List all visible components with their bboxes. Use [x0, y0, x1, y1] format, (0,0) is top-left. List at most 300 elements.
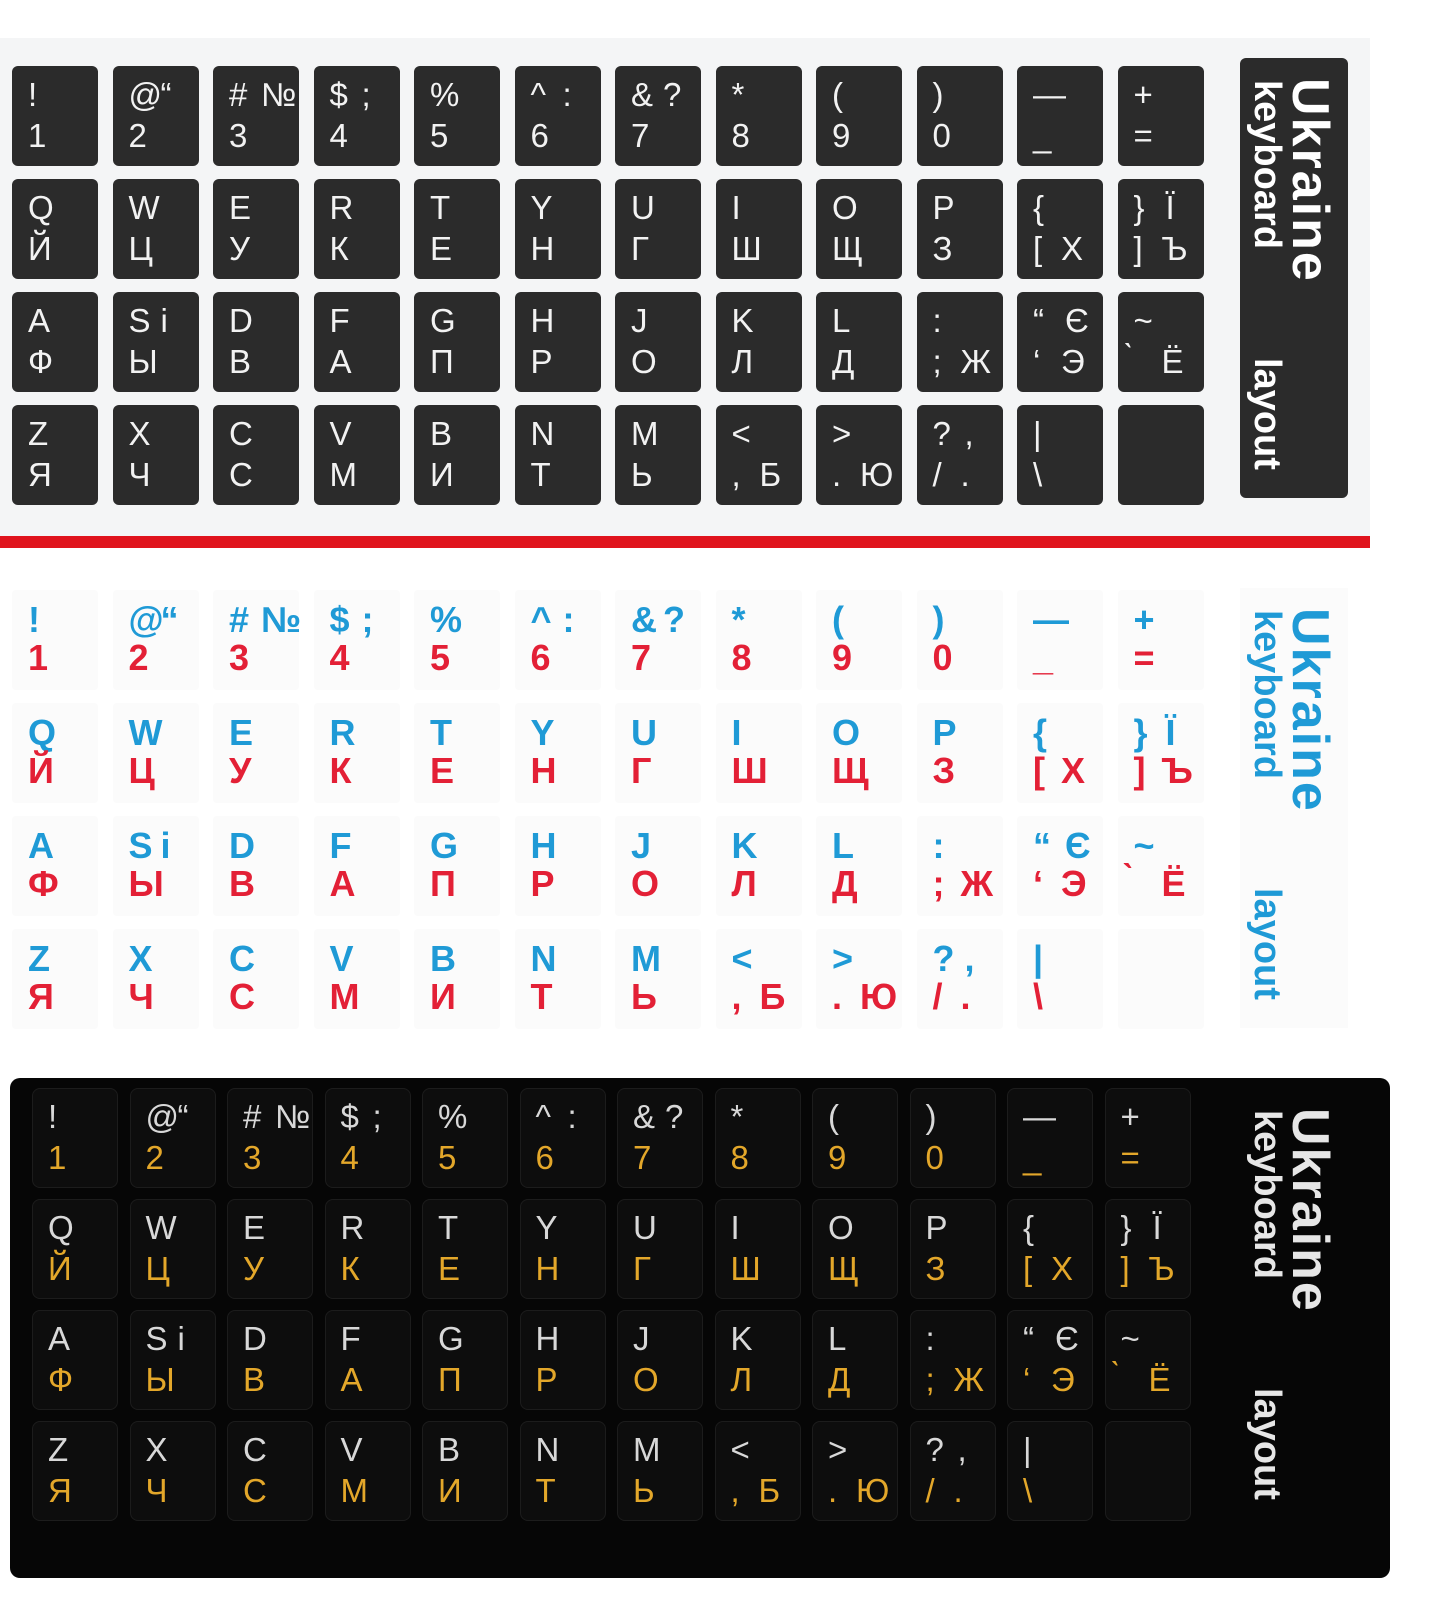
- key-legend-latin: !: [28, 599, 40, 640]
- key-legend-cyrillic: 5: [430, 637, 451, 678]
- key-sticker: [615, 179, 701, 279]
- key-legend-cyrillic: _: [1033, 117, 1052, 154]
- key-sticker: [325, 1421, 411, 1521]
- key-sticker: [314, 929, 400, 1029]
- key-legend-cyrillic: .: [832, 456, 842, 493]
- key-legend-latin: C: [229, 938, 255, 979]
- key-legend-cyrillic: Й: [28, 230, 52, 267]
- key-sticker: [1017, 292, 1103, 392]
- key-sticker: [515, 590, 601, 690]
- key-legend-cyrillic: 3: [243, 1139, 262, 1176]
- key-legend-latin: F: [340, 1320, 361, 1357]
- key-sticker: [32, 1088, 118, 1188]
- key-legend-latin: W: [128, 712, 163, 753]
- key-legend-cyrillic: ‘: [1033, 863, 1044, 904]
- label-subtitle-keyboard: keyboard: [1246, 1110, 1288, 1279]
- key-legend-latin: !: [28, 76, 38, 113]
- key-legend-cyrillic: Г: [631, 230, 649, 267]
- key-legend-cyrillic: Л: [731, 863, 757, 904]
- key-legend-latin: >: [828, 1431, 848, 1468]
- key-legend-cyrillic: Н: [530, 230, 555, 267]
- key-legend-latin: “: [177, 1098, 189, 1135]
- key-legend-latin: B: [430, 938, 456, 979]
- key-legend-cyrillic: Б: [758, 1472, 781, 1509]
- key-legend-latin: Q: [28, 189, 54, 226]
- key-sticker: [12, 179, 98, 279]
- key-sticker: [910, 1310, 996, 1410]
- key-legend-latin: ?: [932, 415, 951, 452]
- key-legend-cyrillic: Ё: [1148, 1361, 1171, 1398]
- key-sticker: [1118, 590, 1204, 690]
- key-sticker: [130, 1421, 216, 1521]
- key-legend-latin: i: [160, 302, 168, 339]
- key-sticker: [520, 1421, 606, 1521]
- key-legend-latin: M: [633, 1431, 661, 1468]
- key-legend-latin: }: [1133, 712, 1148, 753]
- key-legend-cyrillic: Ж: [960, 863, 994, 904]
- key-legend-cyrillic: 2: [128, 117, 147, 154]
- key-legend-latin: ~: [1133, 825, 1155, 866]
- key-legend-latin: C: [243, 1431, 267, 1468]
- key-legend-latin: R: [329, 712, 356, 753]
- key-sticker: [812, 1088, 898, 1188]
- key-legend-cyrillic: Э: [1051, 1361, 1075, 1398]
- label-subtitle-layout: layout: [1246, 1388, 1288, 1500]
- key-sticker: [910, 1199, 996, 1299]
- key-sticker: [716, 590, 802, 690]
- key-legend-cyrillic: У: [243, 1250, 264, 1287]
- key-legend-latin: :: [925, 1320, 935, 1357]
- key-legend-latin: L: [828, 1320, 847, 1357]
- key-sticker: [1118, 405, 1204, 505]
- key-legend-cyrillic: З: [932, 750, 956, 791]
- key-legend-cyrillic: Н: [530, 750, 557, 791]
- key-legend-latin: N: [530, 415, 555, 452]
- key-sticker: [917, 929, 1003, 1029]
- key-sticker: [213, 703, 299, 803]
- label-title: Ukraine: [1281, 608, 1339, 813]
- key-sticker: [314, 590, 400, 690]
- key-legend-latin: ?: [663, 76, 682, 113]
- key-legend-latin: A: [28, 825, 54, 866]
- key-legend-cyrillic: ,: [731, 976, 742, 1017]
- key-legend-cyrillic: Ж: [960, 343, 991, 380]
- key-legend-cyrillic: 0: [925, 1139, 944, 1176]
- key-legend-latin: U: [631, 189, 655, 226]
- key-legend-cyrillic: Г: [631, 750, 652, 791]
- key-legend-latin: ;: [361, 76, 371, 113]
- key-legend-cyrillic: ]: [1133, 230, 1143, 267]
- key-legend-latin: {: [1033, 712, 1048, 753]
- key-sticker: [130, 1199, 216, 1299]
- key-legend-latin: W: [128, 189, 160, 226]
- key-sticker: [615, 929, 701, 1029]
- key-legend-cyrillic: Э: [1061, 863, 1087, 904]
- layout-label: [1240, 1088, 1348, 1528]
- key-sticker: [325, 1088, 411, 1188]
- key-sticker: [917, 816, 1003, 916]
- key-legend-latin: ): [925, 1098, 937, 1135]
- key-legend-latin: A: [48, 1320, 71, 1357]
- key-sticker: [414, 929, 500, 1029]
- key-legend-cyrillic: Ь: [633, 1472, 655, 1509]
- key-sticker: [615, 292, 701, 392]
- key-legend-cyrillic: Ю: [860, 456, 894, 493]
- key-legend-cyrillic: К: [329, 750, 352, 791]
- key-legend-cyrillic: 3: [229, 117, 248, 154]
- key-legend-latin: G: [430, 825, 459, 866]
- key-legend-latin: $: [340, 1098, 359, 1135]
- key-legend-cyrillic: Л: [730, 1361, 753, 1398]
- key-legend-latin: V: [329, 415, 352, 452]
- key-legend-cyrillic: 8: [731, 637, 752, 678]
- key-legend-latin: ,: [964, 938, 975, 979]
- key-sticker: [716, 405, 802, 505]
- key-legend-latin: <: [731, 415, 751, 452]
- key-legend-latin: @: [145, 1098, 179, 1135]
- key-legend-latin: D: [229, 825, 255, 866]
- key-legend-latin: J: [631, 302, 648, 339]
- key-sticker: [314, 179, 400, 279]
- key-legend-cyrillic: 0: [932, 117, 951, 154]
- key-legend-cyrillic: 7: [631, 637, 652, 678]
- key-sticker: [1118, 703, 1204, 803]
- key-legend-latin: *: [731, 76, 745, 113]
- key-legend-cyrillic: Ф: [28, 863, 59, 904]
- key-legend-cyrillic: А: [340, 1361, 363, 1398]
- key-legend-cyrillic: _: [1023, 1139, 1042, 1176]
- key-sticker: [1017, 66, 1103, 166]
- key-sticker: [1105, 1088, 1191, 1188]
- key-legend-latin: +: [1120, 1098, 1140, 1135]
- key-legend-cyrillic: \: [1023, 1472, 1033, 1509]
- key-sticker: [917, 703, 1003, 803]
- key-legend-cyrillic: =: [1120, 1139, 1140, 1176]
- key-legend-latin: (: [832, 599, 844, 640]
- key-legend-latin: %: [430, 599, 463, 640]
- key-legend-latin: ): [932, 599, 945, 640]
- key-sticker: [213, 816, 299, 916]
- key-legend-cyrillic: ]: [1120, 1250, 1130, 1287]
- key-legend-latin: H: [530, 302, 555, 339]
- key-legend-cyrillic: И: [438, 1472, 462, 1509]
- key-legend-latin: ?: [925, 1431, 944, 1468]
- key-sticker: [314, 292, 400, 392]
- key-legend-latin: N: [535, 1431, 560, 1468]
- key-legend-latin: *: [730, 1098, 744, 1135]
- key-sticker: [716, 66, 802, 166]
- key-legend-latin: ^: [530, 76, 546, 113]
- key-legend-cyrillic: Ь: [631, 976, 657, 1017]
- key-legend-cyrillic: Р: [530, 343, 553, 380]
- key-legend-latin: №: [261, 76, 297, 113]
- key-legend-latin: Є: [1065, 825, 1091, 866]
- key-sticker: [715, 1199, 801, 1299]
- key-sticker: [617, 1310, 703, 1410]
- key-legend-cyrillic: У: [229, 230, 250, 267]
- key-sticker: [422, 1088, 508, 1188]
- key-legend-cyrillic: Ц: [128, 230, 153, 267]
- key-legend-latin: Ї: [1165, 712, 1176, 753]
- key-legend-cyrillic: .: [828, 1472, 838, 1509]
- key-legend-cyrillic: А: [329, 863, 356, 904]
- key-legend-cyrillic: Г: [633, 1250, 651, 1287]
- key-sticker: [1118, 816, 1204, 916]
- key-legend-latin: D: [229, 302, 253, 339]
- key-sticker: [414, 179, 500, 279]
- key-legend-cyrillic: Ы: [128, 863, 164, 904]
- key-legend-cyrillic: /: [932, 456, 942, 493]
- key-legend-cyrillic: 1: [28, 637, 49, 678]
- key-legend-cyrillic: ;: [925, 1361, 935, 1398]
- key-sticker: [917, 66, 1003, 166]
- key-legend-cyrillic: 2: [128, 637, 149, 678]
- key-legend-latin: R: [340, 1209, 365, 1246]
- key-legend-cyrillic: =: [1133, 117, 1153, 154]
- key-sticker: [227, 1088, 313, 1188]
- key-sticker: [910, 1421, 996, 1521]
- key-sticker: [113, 703, 199, 803]
- key-legend-cyrillic: И: [430, 456, 454, 493]
- key-legend-latin: @: [128, 599, 164, 640]
- key-legend-cyrillic: Ы: [145, 1361, 175, 1398]
- key-sticker: [816, 703, 902, 803]
- key-sticker: [414, 405, 500, 505]
- key-legend-cyrillic: О: [631, 863, 660, 904]
- label-title: Ukraine: [1281, 1108, 1339, 1313]
- key-legend-latin: #: [229, 76, 248, 113]
- key-legend-latin: R: [329, 189, 354, 226]
- key-legend-latin: (: [828, 1098, 839, 1135]
- key-sticker: [12, 590, 98, 690]
- key-sticker: [812, 1199, 898, 1299]
- key-legend-cyrillic: С: [243, 1472, 267, 1509]
- key-sticker: [113, 179, 199, 279]
- key-legend-latin: G: [438, 1320, 464, 1357]
- key-legend-cyrillic: Х: [1061, 230, 1084, 267]
- key-sticker: [617, 1421, 703, 1521]
- key-legend-cyrillic: Л: [731, 343, 754, 380]
- key-legend-cyrillic: Я: [48, 1472, 72, 1509]
- key-legend-cyrillic: 2: [145, 1139, 164, 1176]
- key-legend-latin: }: [1133, 189, 1145, 226]
- key-legend-cyrillic: 3: [229, 637, 250, 678]
- key-legend-cyrillic: 4: [329, 637, 350, 678]
- key-legend-cyrillic: С: [229, 456, 253, 493]
- label-title: Ukraine: [1281, 78, 1339, 283]
- key-legend-cyrillic: М: [340, 1472, 368, 1509]
- key-sticker: [816, 816, 902, 916]
- key-legend-cyrillic: ;: [932, 343, 942, 380]
- key-legend-latin: K: [731, 825, 758, 866]
- key-legend-latin: <: [730, 1431, 750, 1468]
- key-legend-cyrillic: Р: [530, 863, 555, 904]
- red-divider: [0, 536, 1370, 548]
- key-legend-latin: S: [128, 302, 151, 339]
- key-legend-cyrillic: В: [229, 343, 252, 380]
- key-legend-cyrillic: Щ: [832, 750, 869, 791]
- key-legend-latin: D: [243, 1320, 267, 1357]
- key-legend-latin: ^: [530, 599, 552, 640]
- key-legend-cyrillic: Б: [759, 976, 786, 1017]
- key-sticker: [615, 816, 701, 916]
- key-legend-cyrillic: Я: [28, 976, 54, 1017]
- key-legend-latin: !: [48, 1098, 58, 1135]
- key-sticker: [917, 179, 1003, 279]
- key-sticker: [716, 292, 802, 392]
- key-legend-latin: +: [1133, 76, 1153, 113]
- key-sticker: [414, 66, 500, 166]
- key-legend-cyrillic: 7: [633, 1139, 652, 1176]
- key-sticker: [715, 1088, 801, 1188]
- key-legend-latin: |: [1033, 938, 1044, 979]
- key-legend-latin: #: [243, 1098, 262, 1135]
- key-sticker: [515, 816, 601, 916]
- key-sticker: [715, 1310, 801, 1410]
- key-legend-latin: +: [1133, 599, 1155, 640]
- key-legend-latin: “: [1023, 1320, 1034, 1357]
- key-legend-latin: O: [832, 712, 861, 753]
- layout-label: [1240, 588, 1348, 1028]
- key-legend-cyrillic: Д: [832, 863, 858, 904]
- key-legend-latin: i: [160, 825, 171, 866]
- key-sticker: [617, 1199, 703, 1299]
- key-legend-cyrillic: О: [633, 1361, 659, 1398]
- key-sticker: [12, 929, 98, 1029]
- key-sticker: [1118, 179, 1204, 279]
- key-legend-latin: O: [832, 189, 858, 226]
- key-sticker: [422, 1421, 508, 1521]
- key-legend-latin: H: [530, 825, 557, 866]
- key-legend-latin: X: [128, 938, 153, 979]
- label-subtitle-layout: layout: [1246, 358, 1288, 470]
- key-sticker: [816, 66, 902, 166]
- key-legend-cyrillic: 8: [730, 1139, 749, 1176]
- key-legend-latin: C: [229, 415, 253, 452]
- key-sticker: [1017, 179, 1103, 279]
- key-legend-latin: ~: [1133, 302, 1153, 339]
- key-legend-cyrillic: К: [329, 230, 349, 267]
- key-legend-cyrillic: Ё: [1161, 343, 1184, 380]
- key-legend-cyrillic: Х: [1061, 750, 1086, 791]
- key-sticker: [325, 1199, 411, 1299]
- key-legend-cyrillic: 4: [329, 117, 348, 154]
- key-legend-cyrillic: Ж: [953, 1361, 984, 1398]
- key-sticker: [812, 1421, 898, 1521]
- key-legend-cyrillic: Й: [48, 1250, 72, 1287]
- key-legend-latin: M: [631, 415, 659, 452]
- key-sticker: [816, 292, 902, 392]
- key-sticker: [1017, 816, 1103, 916]
- key-sticker: [113, 292, 199, 392]
- key-sticker: [1105, 1199, 1191, 1299]
- key-legend-latin: >: [832, 938, 854, 979]
- key-sticker: [1118, 292, 1204, 392]
- key-legend-latin: S: [145, 1320, 168, 1357]
- key-legend-cyrillic: /: [925, 1472, 935, 1509]
- key-legend-latin: :: [562, 76, 572, 113]
- key-legend-cyrillic: .: [953, 1472, 963, 1509]
- key-legend-cyrillic: \: [1033, 976, 1044, 1017]
- key-legend-cyrillic: 5: [430, 117, 449, 154]
- key-legend-latin: &: [633, 1098, 656, 1135]
- key-sticker: [414, 816, 500, 916]
- key-legend-cyrillic: Ю: [860, 976, 898, 1017]
- key-legend-latin: O: [828, 1209, 854, 1246]
- key-legend-cyrillic: В: [229, 863, 255, 904]
- key-legend-cyrillic: [: [1033, 750, 1045, 791]
- key-legend-latin: —: [1023, 1098, 1056, 1135]
- key-sticker: [1017, 703, 1103, 803]
- key-legend-cyrillic: ‘: [1033, 343, 1041, 380]
- key-sticker: [422, 1310, 508, 1410]
- key-legend-cyrillic: Е: [430, 230, 453, 267]
- key-legend-latin: @: [128, 76, 162, 113]
- key-legend-cyrillic: М: [329, 456, 357, 493]
- key-legend-latin: U: [631, 712, 657, 753]
- key-legend-cyrillic: Н: [535, 1250, 560, 1287]
- key-legend-cyrillic: 7: [631, 117, 650, 154]
- key-legend-cyrillic: Р: [535, 1361, 558, 1398]
- key-legend-cyrillic: Ю: [856, 1472, 890, 1509]
- key-sticker: [515, 66, 601, 166]
- layout-label: [1240, 58, 1348, 498]
- key-legend-cyrillic: .: [960, 976, 971, 1017]
- key-sticker: [130, 1310, 216, 1410]
- key-legend-latin: Q: [28, 712, 57, 753]
- key-legend-cyrillic: ;: [932, 863, 945, 904]
- key-legend-latin: J: [631, 825, 652, 866]
- key-sticker: [1118, 929, 1204, 1029]
- key-legend-cyrillic: З: [925, 1250, 946, 1287]
- sticker-sheet-black-white: [0, 38, 1370, 548]
- key-legend-latin: Q: [48, 1209, 74, 1246]
- key-legend-latin: >: [832, 415, 852, 452]
- key-legend-latin: :: [932, 825, 945, 866]
- key-legend-cyrillic: 6: [530, 637, 551, 678]
- key-sticker: [314, 66, 400, 166]
- key-legend-cyrillic: 4: [340, 1139, 359, 1176]
- key-legend-latin: J: [633, 1320, 650, 1357]
- key-legend-cyrillic: Ь: [631, 456, 653, 493]
- key-legend-latin: ~: [1120, 1320, 1140, 1357]
- key-legend-cyrillic: Т: [530, 976, 553, 1017]
- key-legend-latin: |: [1023, 1431, 1032, 1468]
- key-legend-latin: K: [731, 302, 754, 339]
- key-legend-latin: Y: [530, 189, 553, 226]
- key-legend-latin: *: [731, 599, 746, 640]
- key-legend-latin: H: [535, 1320, 560, 1357]
- key-sticker: [12, 405, 98, 505]
- key-legend-latin: E: [229, 712, 254, 753]
- key-sticker: [1007, 1088, 1093, 1188]
- key-legend-latin: ?: [665, 1098, 684, 1135]
- key-sticker: [716, 179, 802, 279]
- key-legend-latin: %: [430, 76, 460, 113]
- key-legend-latin: B: [438, 1431, 461, 1468]
- key-legend-latin: P: [932, 189, 955, 226]
- key-legend-latin: B: [430, 415, 453, 452]
- key-legend-latin: &: [631, 599, 657, 640]
- key-legend-cyrillic: Я: [28, 456, 52, 493]
- key-legend-latin: Ї: [1152, 1209, 1162, 1246]
- key-legend-latin: Ї: [1165, 189, 1175, 226]
- key-sticker: [515, 292, 601, 392]
- key-legend-cyrillic: М: [329, 976, 360, 1017]
- key-legend-cyrillic: Т: [530, 456, 551, 493]
- key-sticker: [227, 1421, 313, 1521]
- key-sticker: [716, 816, 802, 916]
